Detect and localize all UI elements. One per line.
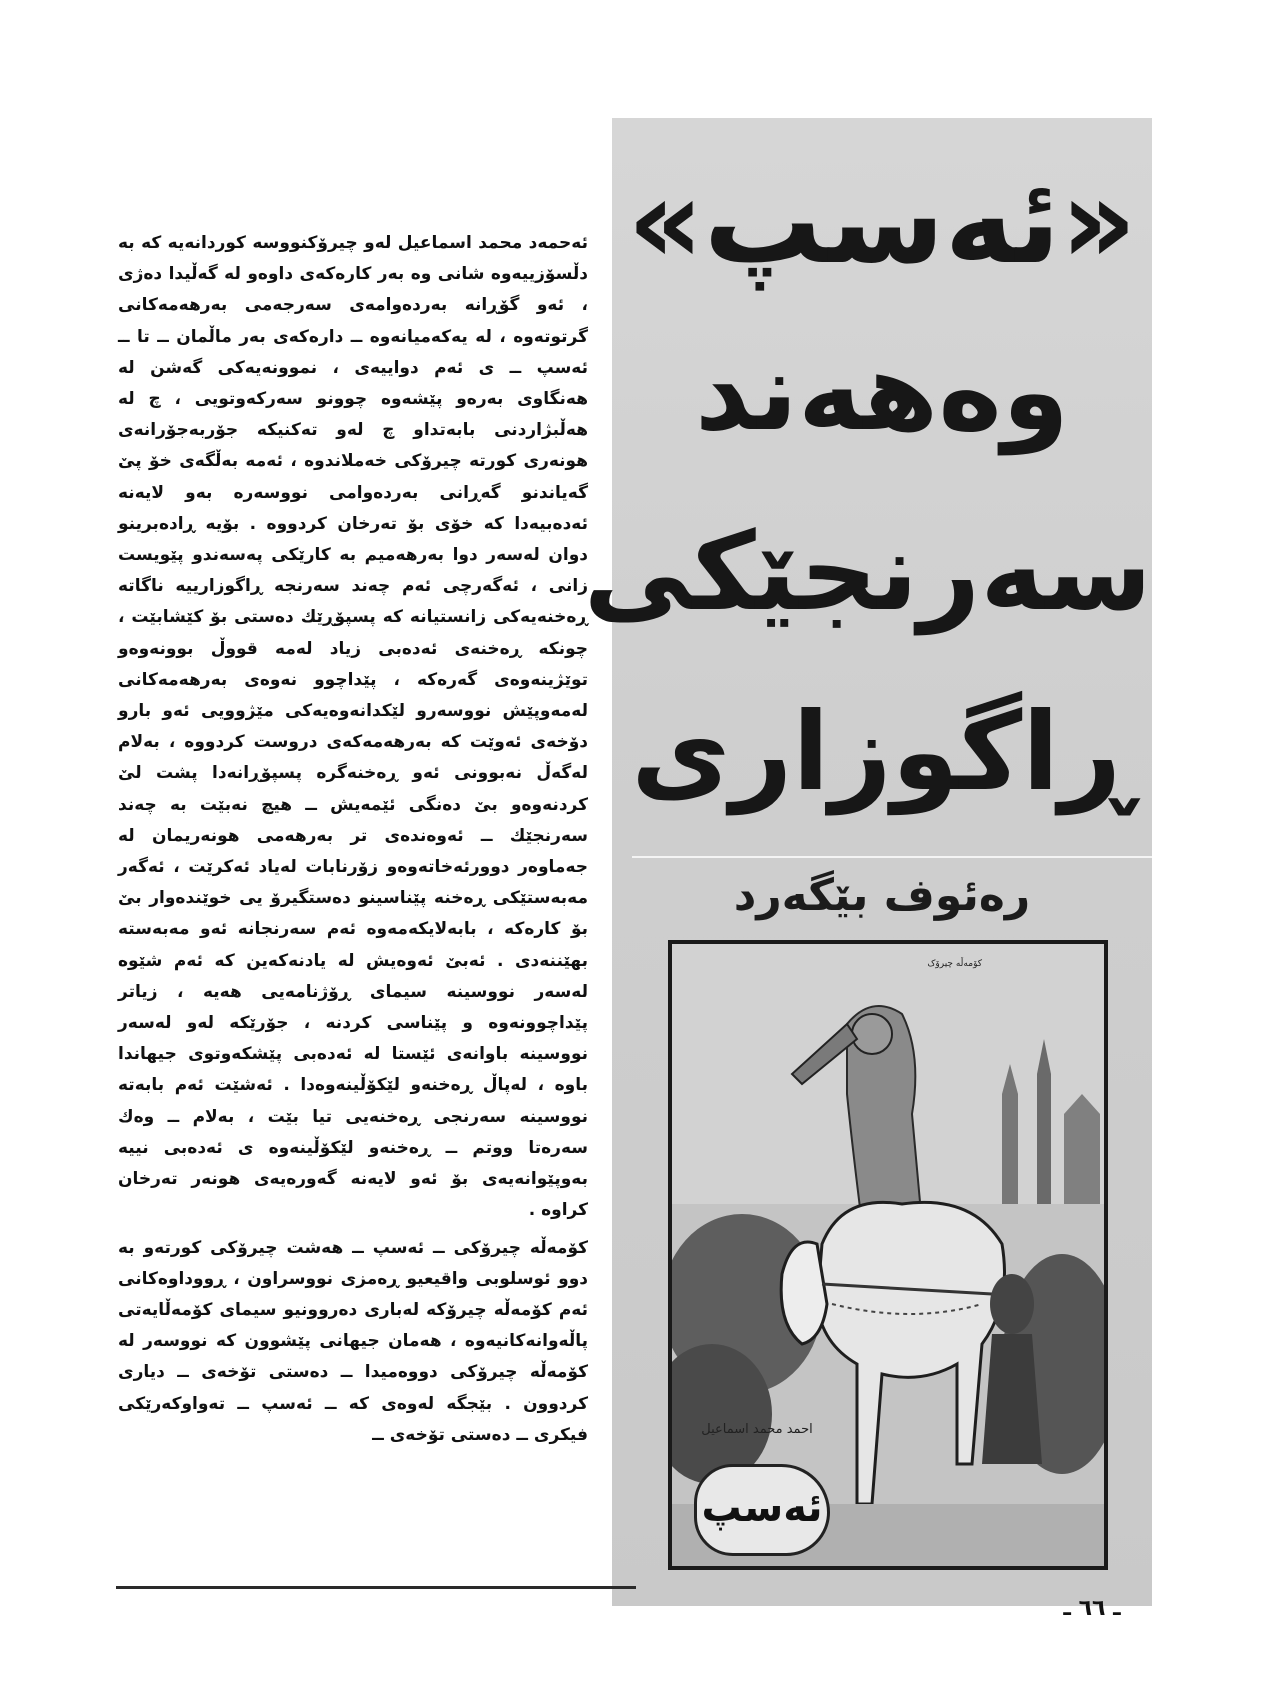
title-line-3: سەرنجێکی [583, 510, 1152, 635]
book-cover-illustration [668, 940, 1108, 1570]
cover-title-badge: ئەسپ [694, 1464, 830, 1556]
title-line-4: ڕاگوزاری [631, 690, 1133, 815]
cover-header-text: کۆمەڵە چیرۆک [927, 959, 982, 969]
article-author: رەئوف بێگەرد [733, 870, 1031, 921]
body-paragraph-1: ئەحمەد محمد اسماعیل لەو چیرۆکنووسە کوردانەیە کە بە دڵسۆزییەوە شانی وە بەر کارەکەی داوەو لە گەڵیدا دەژی ، ئەو گۆڕانە بەردەوامەی سەرجەمی بەرهەمەکانی گرتوتەوە ، لە یەکەمیانەوە ــ دارەکەی بەر ماڵمان ــ تا ــ ئەسپ ــ ی ئەم دواییەی ، نموونەیەکی گەشن لە هەنگاوی بەرەو پێشەوە چوونو سەرکەوتویی ، چ لە هەڵبژاردنی بابەتداو چ لەو تەکنیکە جۆربەجۆرانەی هونەری کورتە چیرۆکی خەملاندوە ، ئەمە بەڵگەی خۆ پێ گەیاندنو گەڕانی بەردەوامی نووسەرە بەو لایەنە ئەدەبیەدا کە خۆی بۆ تەرخان کردووە . بۆیە ڕادەبرینو دوان لەسەر دوا بەرهەمیم بە کارێکی پەسەندو پێویست زانی ، ئەگەرچی ئەم چەند سەرنجە ڕاگوزارییە ناگاتە ڕەخنەیەکی زانستیانە کە پسپۆڕێك دەستی بۆ کێشابێت ، چونکە ڕەخنەی ئەدەبی زیاد لەمە قووڵ بوونەوەو توێژینەوەی گەرەکە ، پێداچوو نەوەی بەرهەمەکانی لەمەوپێش نووسەرو لێکدانەوەیەکی مێژوویی ئەو بارو دۆخەی ئەوێت کە بەرهەمەکەی دروست کردووە ، بەلام لەگەڵ نەبوونی ئەو ڕەخنەگرە پسپۆڕانەدا پشت لێ کردنەوەو بێ دەنگی ئێمەیش ــ هیچ نەبێت بە چەند سەرنجێك ــ ئەوەندەی تر بەرهەمی هونەریمان لە جەماوەر دوورئەخاتەوەو زۆرنابات لەیاد ئەکرێت ، ئەگەر مەبەستێکی ڕەخنە پێناسینو دەستگیرۆ یی خوێندەوار بێ بۆ کارەکە ، بابەلایکەمەوە ئەم سەرنجانە ئەو مەبەستە بهێننەدی . ئەبێ ئەوەیش لە یادنەکەین کە ئەم شێوە لەسەر نووسینە سیمای ڕۆژنامەیی هەیە ، زیاتر پێداچوونەوە و پێناسی کردنە ، جۆرێکە لەو لەسەر نووسینە باوانەی ئێستا لە ئەدەبی پێشکەوتوی جیهاندا باوە ، لەپاڵ ڕەخنەو لێکۆڵینەوەدا . ئەشێت ئەم بابەتە نووسینە سەرنجی ڕەخنەیی تیا بێت ، بەلام ــ وەك سەرەتا ووتم ــ ڕەخنەو لێکۆڵینەوە ی ئەدەبی نییە بەوپێوانەیەی بۆ ئەو لایەنە گەورەیەی هونەر تەرخان کراوە . [118, 233, 588, 1221]
title-divider [632, 856, 1152, 858]
title-line-1: «ئەسپ» [627, 152, 1137, 290]
article-body [118, 228, 588, 1451]
title-line-2: وەهەند [694, 330, 1070, 455]
page-number: ـ ٦٦ ـ [1063, 1596, 1121, 1621]
cover-author-text: احمد محمد اسماعيل [701, 1422, 813, 1437]
body-paragraph-2: کۆمەڵە چیرۆکی ــ ئەسپ ــ هەشت چیرۆکی کورتەو بە دوو ئوسلوبی واقیعیو ڕەمزی نووسراون ، ڕووداوەکانی ئەم کۆمەڵە چیرۆکە لەباری دەروونیو سیمای کۆمەڵایەتی پاڵەوانەکانیەوە ، هەمان جیهانی پێشوون کە نووسەر لە کۆمەڵە چیرۆکی دووەمیدا ــ دەستی تۆخەی ــ دیاری کردوون . بێجگە لەوەی کە ــ ئەسپ ــ تەواوکەرێکی فیکری ــ دەستی تۆخەی ــ [118, 1237, 588, 1445]
bottom-rule [116, 1586, 636, 1589]
